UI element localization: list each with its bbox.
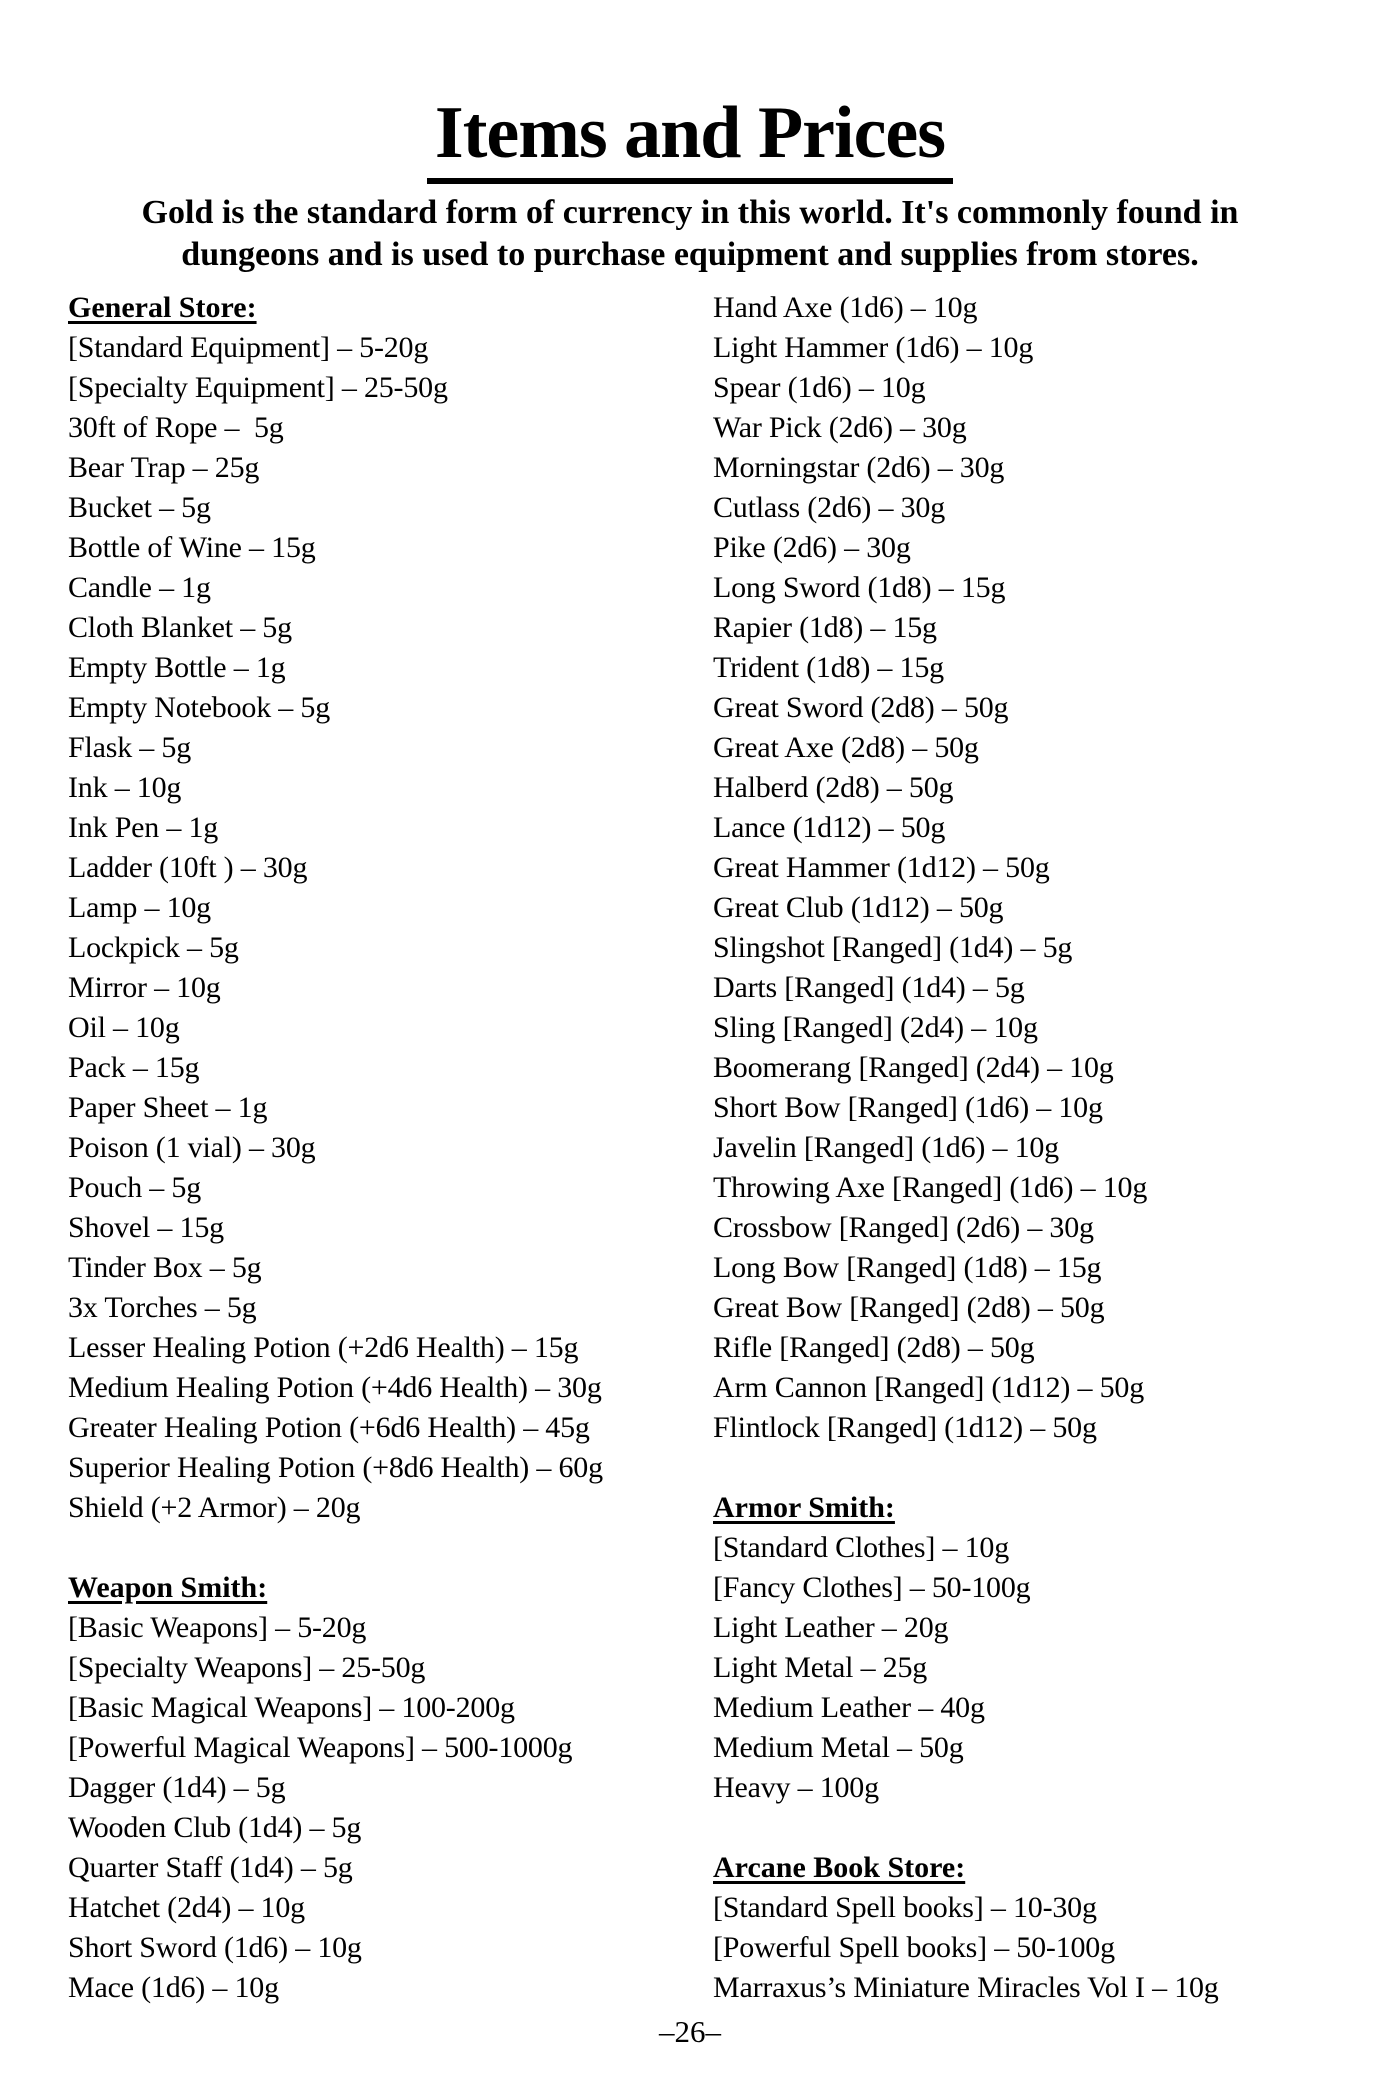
item-line: Superior Healing Potion (+8d6 Health) – 60g [68,1451,603,1484]
item-line: Great Bow [Ranged] (2d8) – 50g [713,1291,1105,1324]
item-line: Shovel – 15g [68,1211,224,1244]
item-line: Great Axe (2d8) – 50g [713,731,979,764]
page-header [0,0,1380,276]
store-heading: Weapon Smith: [68,1571,268,1604]
store-heading: Armor Smith: [713,1491,895,1524]
store-section [713,1848,1380,2008]
item-line: Long Bow [Ranged] (1d8) – 15g [713,1251,1102,1284]
item-line: Hatchet (2d4) – 10g [68,1891,305,1924]
item-line: Dagger (1d4) – 5g [68,1771,286,1804]
item-line: Spear (1d6) – 10g [713,371,926,404]
left-column [68,288,713,2008]
intro-line-2: dungeons and is used to purchase equipment and supplies from stores. [181,236,1199,273]
item-line: Bear Trap – 25g [68,451,260,484]
item-line: Poison (1 vial) – 30g [68,1131,316,1164]
store-section [68,1568,713,2008]
item-line: [Specialty Equipment] – 25-50g [68,371,448,404]
item-line: Heavy – 100g [713,1771,879,1804]
store-section [713,288,1380,1448]
store-section [713,1488,1380,1808]
item-line: Flask – 5g [68,731,192,764]
item-line: Trident (1d8) – 15g [713,651,944,684]
item-line: [Standard Clothes] – 10g [713,1531,1009,1564]
item-line: Great Club (1d12) – 50g [713,891,1004,924]
item-line: Arm Cannon [Ranged] (1d12) – 50g [713,1371,1145,1404]
item-line: [Standard Equipment] – 5-20g [68,331,429,364]
item-line: Rifle [Ranged] (2d8) – 50g [713,1331,1035,1364]
intro-line-1: Gold is the standard form of currency in this world. It's commonly found in [141,194,1239,231]
item-line: Great Sword (2d8) – 50g [713,691,1009,724]
item-line: Great Hammer (1d12) – 50g [713,851,1050,884]
item-line: Morningstar (2d6) – 30g [713,451,1005,484]
store-section [68,288,713,1528]
item-line: Javelin [Ranged] (1d6) – 10g [713,1131,1059,1164]
item-line: Slingshot [Ranged] (1d4) – 5g [713,931,1073,964]
store-heading: Arcane Book Store: [713,1851,966,1884]
item-line: Pouch – 5g [68,1171,202,1204]
item-line: Greater Healing Potion (+6d6 Health) – 45g [68,1411,590,1444]
page-title: Items and Prices [427,96,953,184]
intro-text [0,192,1380,276]
item-line: Lesser Healing Potion (+2d6 Health) – 15g [68,1331,579,1364]
item-line: Short Sword (1d6) – 10g [68,1931,362,1964]
item-line: Long Sword (1d8) – 15g [713,571,1006,604]
item-line: Lance (1d12) – 50g [713,811,946,844]
item-line: Tinder Box – 5g [68,1251,262,1284]
item-line: Throwing Axe [Ranged] (1d6) – 10g [713,1171,1148,1204]
item-line: Marraxus’s Miniature Miracles Vol I – 10g [713,1971,1219,2004]
item-line: Empty Notebook – 5g [68,691,331,724]
item-line: Light Hammer (1d6) – 10g [713,331,1034,364]
item-line: Candle – 1g [68,571,211,604]
item-line: Wooden Club (1d4) – 5g [68,1811,362,1844]
item-line: Medium Healing Potion (+4d6 Health) – 30g [68,1371,602,1404]
item-line: Lockpick – 5g [68,931,239,964]
item-line: Darts [Ranged] (1d4) – 5g [713,971,1025,1004]
item-line: [Fancy Clothes] – 50-100g [713,1571,1031,1604]
item-line: [Basic Weapons] – 5-20g [68,1611,367,1644]
item-line: Mirror – 10g [68,971,221,1004]
item-line: Oil – 10g [68,1011,180,1044]
item-line: Paper Sheet – 1g [68,1091,268,1124]
right-column [713,288,1380,2008]
item-price-lists [68,288,1380,2008]
item-line: Light Metal – 25g [713,1651,928,1684]
item-line: Shield (+2 Armor) – 20g [68,1491,361,1524]
item-line: 30ft of Rope – 5g [68,411,284,444]
item-line: War Pick (2d6) – 30g [713,411,967,444]
item-line: Mace (1d6) – 10g [68,1971,279,2004]
item-line: Boomerang [Ranged] (2d4) – 10g [713,1051,1114,1084]
item-line: Lamp – 10g [68,891,211,924]
item-line: [Powerful Magical Weapons] – 500-1000g [68,1731,573,1764]
item-line: Rapier (1d8) – 15g [713,611,937,644]
store-heading: General Store: [68,291,257,324]
item-line: Quarter Staff (1d4) – 5g [68,1851,353,1884]
item-line: Pack – 15g [68,1051,200,1084]
item-line: Ink Pen – 1g [68,811,219,844]
item-line: Pike (2d6) – 30g [713,531,911,564]
item-line: [Basic Magical Weapons] – 100-200g [68,1691,515,1724]
item-line: [Specialty Weapons] – 25-50g [68,1651,426,1684]
item-line: Ink – 10g [68,771,182,804]
item-line: Cloth Blanket – 5g [68,611,292,644]
item-line: Medium Leather – 40g [713,1691,985,1724]
item-line: 3x Torches – 5g [68,1291,257,1324]
item-line: Hand Axe (1d6) – 10g [713,291,978,324]
item-line: Empty Bottle – 1g [68,651,286,684]
item-line: Short Bow [Ranged] (1d6) – 10g [713,1091,1103,1124]
item-line: Bucket – 5g [68,491,211,524]
item-line: Flintlock [Ranged] (1d12) – 50g [713,1411,1097,1444]
item-line: Cutlass (2d6) – 30g [713,491,946,524]
item-line: Bottle of Wine – 15g [68,531,316,564]
item-line: [Standard Spell books] – 10-30g [713,1891,1097,1924]
item-line: Crossbow [Ranged] (2d6) – 30g [713,1211,1094,1244]
item-line: Halberd (2d8) – 50g [713,771,954,804]
item-line: Medium Metal – 50g [713,1731,964,1764]
item-line: Ladder (10ft ) – 30g [68,851,308,884]
page-number: –26– [659,2014,721,2049]
item-line: Sling [Ranged] (2d4) – 10g [713,1011,1038,1044]
item-line: [Powerful Spell books] – 50-100g [713,1931,1115,1964]
item-line: Light Leather – 20g [713,1611,949,1644]
